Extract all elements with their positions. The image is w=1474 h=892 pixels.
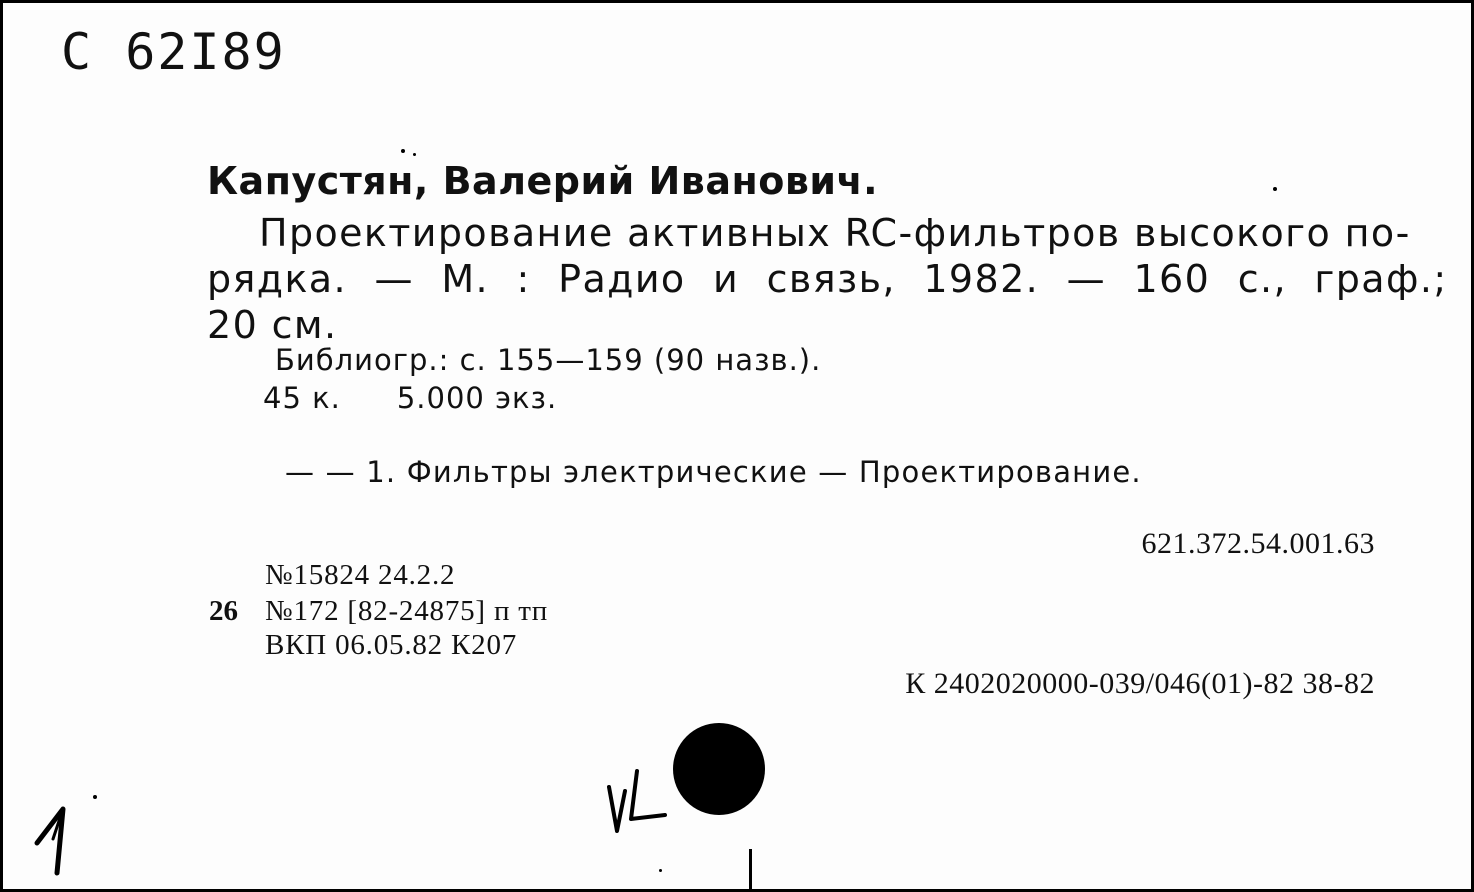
copies: 5.000 экз. (396, 381, 558, 415)
speck (659, 869, 662, 872)
speck (413, 153, 416, 156)
footer-line-2: №172 [82-24875] п тп (265, 595, 549, 627)
speck (401, 149, 405, 153)
title-line-3: 20 см. (207, 303, 338, 347)
handwritten-number-mark (27, 799, 87, 879)
scan-line-mark (749, 849, 752, 889)
udc-number: 621.372.54.001.63 (1141, 527, 1375, 560)
handwritten-initials-mark (603, 763, 673, 837)
card-code: К 2402020000-039/046(01)-82 38-82 (905, 667, 1375, 700)
speck (1273, 187, 1277, 191)
title-line-2: рядка. — М. : Радио и связь, 1982. — 160 с., граф.; (207, 257, 1448, 301)
author-heading: Капустян, Валерий Иванович. (207, 159, 879, 203)
footer-line-1: №15824 24.2.2 (265, 559, 456, 591)
punch-hole (673, 723, 765, 815)
title-line-1: Проектирование активных RC-фильтров высокого по- (259, 211, 1411, 255)
price-copies-line (263, 381, 557, 415)
call-number: С 62I89 (61, 23, 286, 81)
subject-heading: — — 1. Фильтры электрические — Проектирование. (285, 455, 1142, 489)
footer-line-3: ВКП 06.05.82 К207 (265, 629, 518, 661)
bibliography-note: Библиогр.: с. 155—159 (90 назв.). (275, 343, 822, 377)
speck (93, 795, 97, 799)
footer-line-2-number: 26 (209, 595, 238, 627)
price: 45 к. (263, 381, 341, 415)
